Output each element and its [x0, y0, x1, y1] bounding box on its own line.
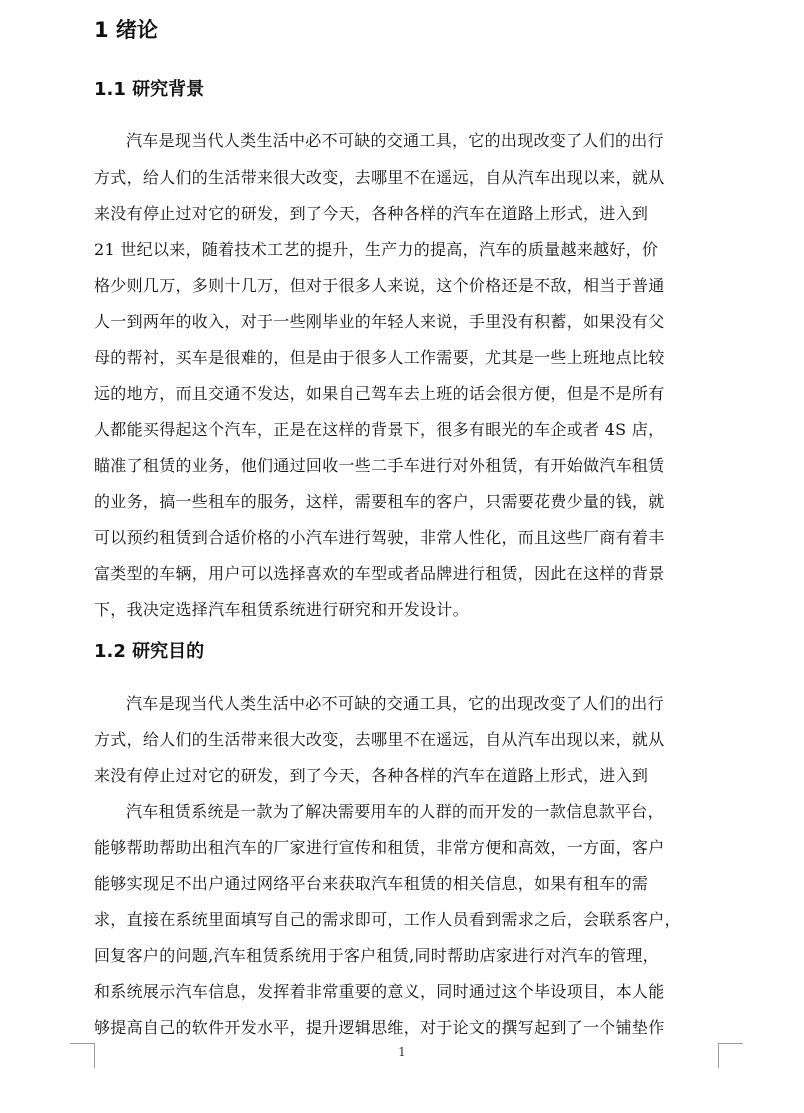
paragraph-line: 求，直接在系统里面填写自己的需求即可，工作人员看到需求之后，会联系客户，	[94, 910, 681, 929]
page-number: 1	[398, 1045, 406, 1059]
paragraph-line: 人都能买得起这个汽车，正是在这样的背景下，很多有眼光的车企或者 4S 店，	[94, 420, 665, 439]
paragraph-line: 远的地方，而且交通不发达，如果自己驾车去上班的话会很方便，但是不是所有	[94, 384, 665, 403]
paragraph-line: 富类型的车辆，用户可以选择喜欢的车型或者品牌进行租赁，因此在这样的背景	[94, 564, 665, 583]
paragraph-line: 和系统展示汽车信息，发挥着非常重要的意义，同时通过这个毕设项目，本人能	[94, 982, 665, 1001]
chapter-title: 1 绪论	[94, 18, 158, 42]
paragraph-line: 来没有停止过对它的研发，到了今天，各种各样的汽车在道路上形式，进入到	[94, 766, 649, 785]
paragraph-line: 汽车是现当代人类生活中必不可缺的交通工具，它的出现改变了人们的出行	[126, 694, 664, 713]
paragraph-line: 汽车是现当代人类生活中必不可缺的交通工具，它的出现改变了人们的出行	[126, 131, 664, 150]
paragraph-line: 够提高自己的软件开发水平，提升逻辑思维，对于论文的撰写起到了一个铺垫作	[94, 1018, 665, 1037]
paragraph-line: 汽车租赁系统是一款为了解决需要用车的人群的而开发的一款信息款平台，	[126, 802, 664, 821]
paragraph-line: 能够帮助帮助出租汽车的厂家进行宣传和租赁，非常方便和高效，一方面，客户	[94, 838, 665, 857]
paragraph-line: 来没有停止过对它的研发，到了今天，各种各样的汽车在道路上形式，进入到	[94, 204, 649, 223]
paragraph-line: 母的帮衬，买车是很难的，但是由于很多人工作需要，尤其是一些上班地点比较	[94, 348, 665, 367]
paragraph-line: 瞄准了租赁的业务，他们通过回收一些二手车进行对外租赁，有开始做汽车租赁	[94, 456, 665, 475]
paragraph-line: 可以预约租赁到合适价格的小汽车进行驾驶，非常人性化，而且这些厂商有着丰	[94, 528, 665, 547]
paragraph-line: 能够实现足不出户通过网络平台来获取汽车租赁的相关信息，如果有租车的需	[94, 874, 649, 893]
paragraph-line: 人一到两年的收入，对于一些刚毕业的年轻人来说，手里没有积蓄，如果没有父	[94, 312, 665, 331]
paragraph-line: 方式，给人们的生活带来很大改变，去哪里不在遥远，自从汽车出现以来，就从	[94, 730, 665, 749]
section-heading-purpose: 1.2 研究目的	[94, 641, 205, 662]
paragraph-line: 回复客户的问题,汽车租赁系统用于客户租赁,同时帮助店家进行对汽车的管理，	[94, 946, 659, 965]
section-heading-background: 1.1 研究背景	[94, 79, 205, 100]
paragraph-line: 下，我决定选择汽车租赁系统进行研究和开发设计。	[94, 600, 469, 619]
paragraph-line: 方式，给人们的生活带来很大改变，去哪里不在遥远，自从汽车出现以来，就从	[94, 168, 665, 187]
paragraph-line: 格少则几万，多则十几万，但对于很多人来说，这个价格还是不敌，相当于普通	[94, 276, 665, 295]
paragraph-line: 21 世纪以来，随着技术工艺的提升，生产力的提高，汽车的质量越来越好，价	[94, 240, 659, 259]
paragraph-line: 的业务，搞一些租车的服务，这样，需要租车的客户，只需要花费少量的钱，就	[94, 492, 665, 511]
